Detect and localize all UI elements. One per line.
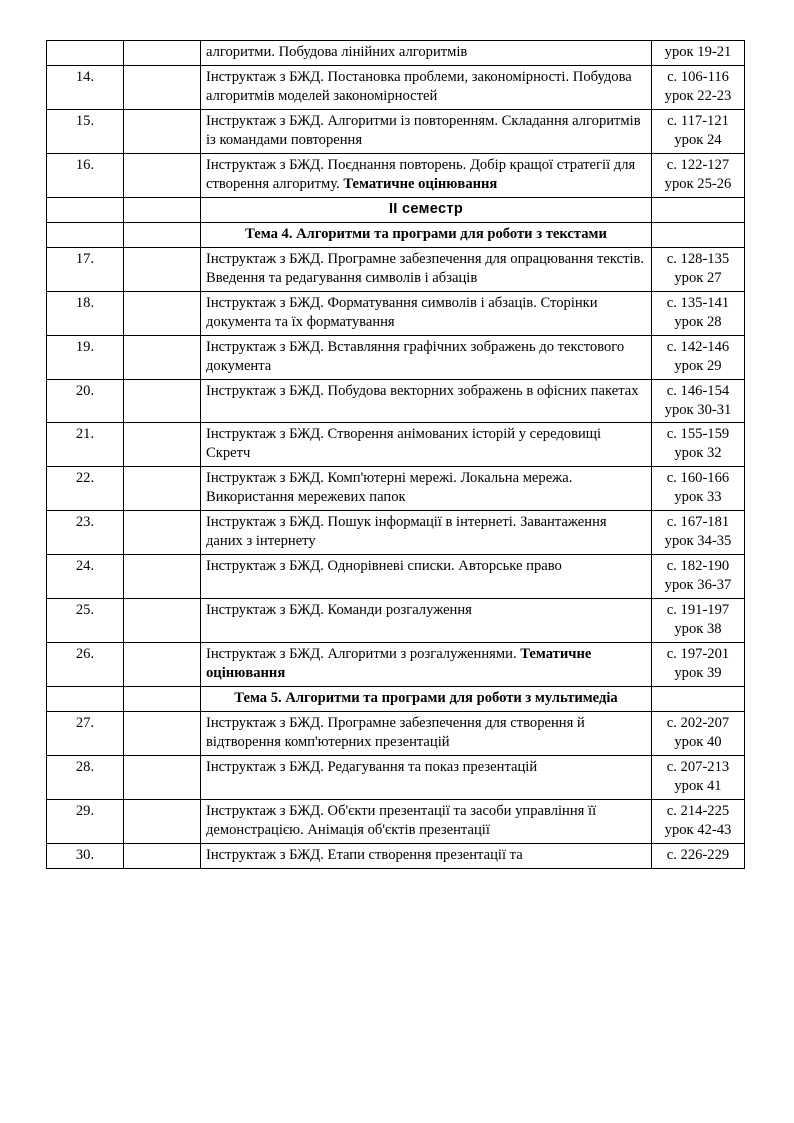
- table-row: [47, 41, 745, 66]
- row-pages-cell: с. 182-190 урок 36-37: [652, 555, 745, 599]
- lesson-plan-table: [46, 40, 745, 869]
- topic-text: Інструктаж з БЖД. Програмне забезпечення для опрацювання текстів. Введення та редагування символів і абзаців: [206, 250, 645, 286]
- topic-text: Інструктаж з БЖД. Етапи створення презентації та: [206, 846, 523, 863]
- row-date-cell: [124, 197, 201, 222]
- row-topic-cell: [201, 335, 652, 379]
- topic-text: Інструктаж з БЖД. Команди розгалуження: [206, 602, 472, 619]
- row-pages-cell: с. 202-207 урок 40: [652, 712, 745, 756]
- topic-text: Інструктаж з БЖД. Програмне забезпечення для створення й відтворення комп'ютерних презентацій: [206, 715, 585, 751]
- topic-text-emphasis: Тематичне оцінювання: [206, 646, 592, 682]
- table-row: [47, 643, 745, 687]
- table-row: [47, 423, 745, 467]
- row-number-cell: 29.: [47, 799, 124, 843]
- table-row: [47, 291, 745, 335]
- topic-text: Тема 5. Алгоритми та програми для роботи з мультимедіа: [234, 690, 618, 707]
- row-topic-cell: [201, 599, 652, 643]
- row-number-cell: 19.: [47, 335, 124, 379]
- table-row: [47, 799, 745, 843]
- row-topic-cell: [201, 643, 652, 687]
- table-row: [47, 599, 745, 643]
- row-date-cell: [124, 643, 201, 687]
- table-row: [47, 379, 745, 423]
- table-row: [47, 109, 745, 153]
- row-topic-cell: [201, 799, 652, 843]
- row-topic-cell: [201, 65, 652, 109]
- row-number-cell: 16.: [47, 153, 124, 197]
- row-pages-cell: [652, 687, 745, 712]
- row-date-cell: [124, 423, 201, 467]
- table-row: [47, 222, 745, 247]
- table-row: [47, 153, 745, 197]
- table-row: [47, 756, 745, 800]
- row-topic-cell: [201, 423, 652, 467]
- row-topic-cell: [201, 291, 652, 335]
- table-row: [47, 843, 745, 868]
- row-number-cell: 24.: [47, 555, 124, 599]
- row-pages-cell: с. 117-121 урок 24: [652, 109, 745, 153]
- row-pages-cell: с. 135-141 урок 28: [652, 291, 745, 335]
- table-row: [47, 467, 745, 511]
- row-pages-cell: урок 19-21: [652, 41, 745, 66]
- row-pages-cell: с. 106-116 урок 22-23: [652, 65, 745, 109]
- topic-text: Тема 4. Алгоритми та програми для роботи з текстами: [245, 225, 607, 242]
- topic-text: Інструктаж з БЖД. Алгоритми з розгалуженнями.: [206, 646, 521, 663]
- row-number-cell: 18.: [47, 291, 124, 335]
- row-date-cell: [124, 291, 201, 335]
- row-date-cell: [124, 109, 201, 153]
- topic-text: Інструктаж з БЖД. Поєднання повторень. Добір кращої стратегії для створення алгоритму.: [206, 156, 636, 192]
- topic-text: Інструктаж з БЖД. Однорівневі списки. Авторське право: [206, 558, 562, 575]
- row-topic-cell: [201, 555, 652, 599]
- row-topic-cell: [201, 843, 652, 868]
- topic-text: Інструктаж з БЖД. Комп'ютерні мережі. Локальна мережа. Використання мережевих папок: [206, 470, 573, 506]
- table-row: [47, 197, 745, 222]
- topic-text: Інструктаж з БЖД. Створення анімованих історій у середовищі Скретч: [206, 426, 602, 462]
- row-number-cell: 14.: [47, 65, 124, 109]
- row-date-cell: [124, 712, 201, 756]
- topic-text: Інструктаж з БЖД. Вставляння графічних зображень до текстового документа: [206, 338, 625, 374]
- row-number-cell: 22.: [47, 467, 124, 511]
- row-topic-cell: [201, 379, 652, 423]
- table-row: [47, 712, 745, 756]
- row-number-cell: 21.: [47, 423, 124, 467]
- topic-text: Інструктаж з БЖД. Форматування символів і абзаців. Сторінки документа та їх форматування: [206, 294, 598, 330]
- row-date-cell: [124, 247, 201, 291]
- row-date-cell: [124, 555, 201, 599]
- row-date-cell: [124, 511, 201, 555]
- row-pages-cell: с. 197-201 урок 39: [652, 643, 745, 687]
- row-pages-cell: с. 226-229: [652, 843, 745, 868]
- row-number-cell: [47, 222, 124, 247]
- row-date-cell: [124, 153, 201, 197]
- row-date-cell: [124, 335, 201, 379]
- semester-heading: II семестр: [201, 197, 652, 222]
- topic-text: Інструктаж з БЖД. Постановка проблеми, закономірності. Побудова алгоритмів моделей закономірностей: [206, 68, 632, 104]
- row-number-cell: [47, 41, 124, 66]
- topic-text: Інструктаж з БЖД. Об'єкти презентації та засоби управління її демонстрацією. Анімація об'єктів презентації: [206, 802, 597, 838]
- row-topic-cell: [201, 109, 652, 153]
- row-number-cell: 17.: [47, 247, 124, 291]
- row-date-cell: [124, 756, 201, 800]
- table-row: [47, 247, 745, 291]
- table-row: [47, 687, 745, 712]
- table-row: [47, 511, 745, 555]
- row-date-cell: [124, 379, 201, 423]
- table-row: [47, 65, 745, 109]
- row-pages-cell: с. 207-213 урок 41: [652, 756, 745, 800]
- row-pages-cell: с. 160-166 урок 33: [652, 467, 745, 511]
- row-date-cell: [124, 222, 201, 247]
- row-topic-cell: [201, 511, 652, 555]
- topic-text: Інструктаж з БЖД. Алгоритми із повторенням. Складання алгоритмів із командами повторення: [206, 112, 641, 148]
- row-date-cell: [124, 843, 201, 868]
- row-pages-cell: с. 122-127 урок 25-26: [652, 153, 745, 197]
- row-number-cell: 25.: [47, 599, 124, 643]
- row-number-cell: 26.: [47, 643, 124, 687]
- row-topic-cell: [201, 41, 652, 66]
- section-heading: [201, 687, 652, 712]
- section-heading: [201, 222, 652, 247]
- row-number-cell: 15.: [47, 109, 124, 153]
- row-date-cell: [124, 65, 201, 109]
- row-date-cell: [124, 799, 201, 843]
- topic-text: Інструктаж з БЖД. Побудова векторних зображень в офісних пакетах: [206, 382, 639, 399]
- topic-text: алгоритми. Побудова лінійних алгоритмів: [206, 44, 468, 60]
- row-number-cell: [47, 197, 124, 222]
- row-date-cell: [124, 599, 201, 643]
- topic-text: Інструктаж з БЖД. Пошук інформації в інтернеті. Завантаження даних з інтернету: [206, 514, 607, 550]
- row-number-cell: 28.: [47, 756, 124, 800]
- table-row: [47, 555, 745, 599]
- table-row: [47, 335, 745, 379]
- row-number-cell: 23.: [47, 511, 124, 555]
- row-number-cell: [47, 687, 124, 712]
- row-topic-cell: [201, 756, 652, 800]
- topic-text-emphasis: Тематичне оцінювання: [343, 175, 498, 192]
- row-pages-cell: с. 146-154 урок 30-31: [652, 379, 745, 423]
- row-topic-cell: [201, 467, 652, 511]
- row-pages-cell: с. 142-146 урок 29: [652, 335, 745, 379]
- row-date-cell: [124, 467, 201, 511]
- row-number-cell: 20.: [47, 379, 124, 423]
- row-date-cell: [124, 41, 201, 66]
- table-body: [47, 41, 745, 869]
- row-date-cell: [124, 687, 201, 712]
- row-pages-cell: с. 167-181 урок 34-35: [652, 511, 745, 555]
- row-number-cell: 30.: [47, 843, 124, 868]
- row-topic-cell: [201, 153, 652, 197]
- row-pages-cell: с. 191-197 урок 38: [652, 599, 745, 643]
- topic-text: Інструктаж з БЖД. Редагування та показ презентацій: [206, 759, 538, 775]
- row-pages-cell: [652, 197, 745, 222]
- row-pages-cell: [652, 222, 745, 247]
- row-pages-cell: с. 214-225 урок 42-43: [652, 799, 745, 843]
- row-number-cell: 27.: [47, 712, 124, 756]
- row-topic-cell: [201, 247, 652, 291]
- row-pages-cell: с. 128-135 урок 27: [652, 247, 745, 291]
- row-pages-cell: с. 155-159 урок 32: [652, 423, 745, 467]
- row-topic-cell: [201, 712, 652, 756]
